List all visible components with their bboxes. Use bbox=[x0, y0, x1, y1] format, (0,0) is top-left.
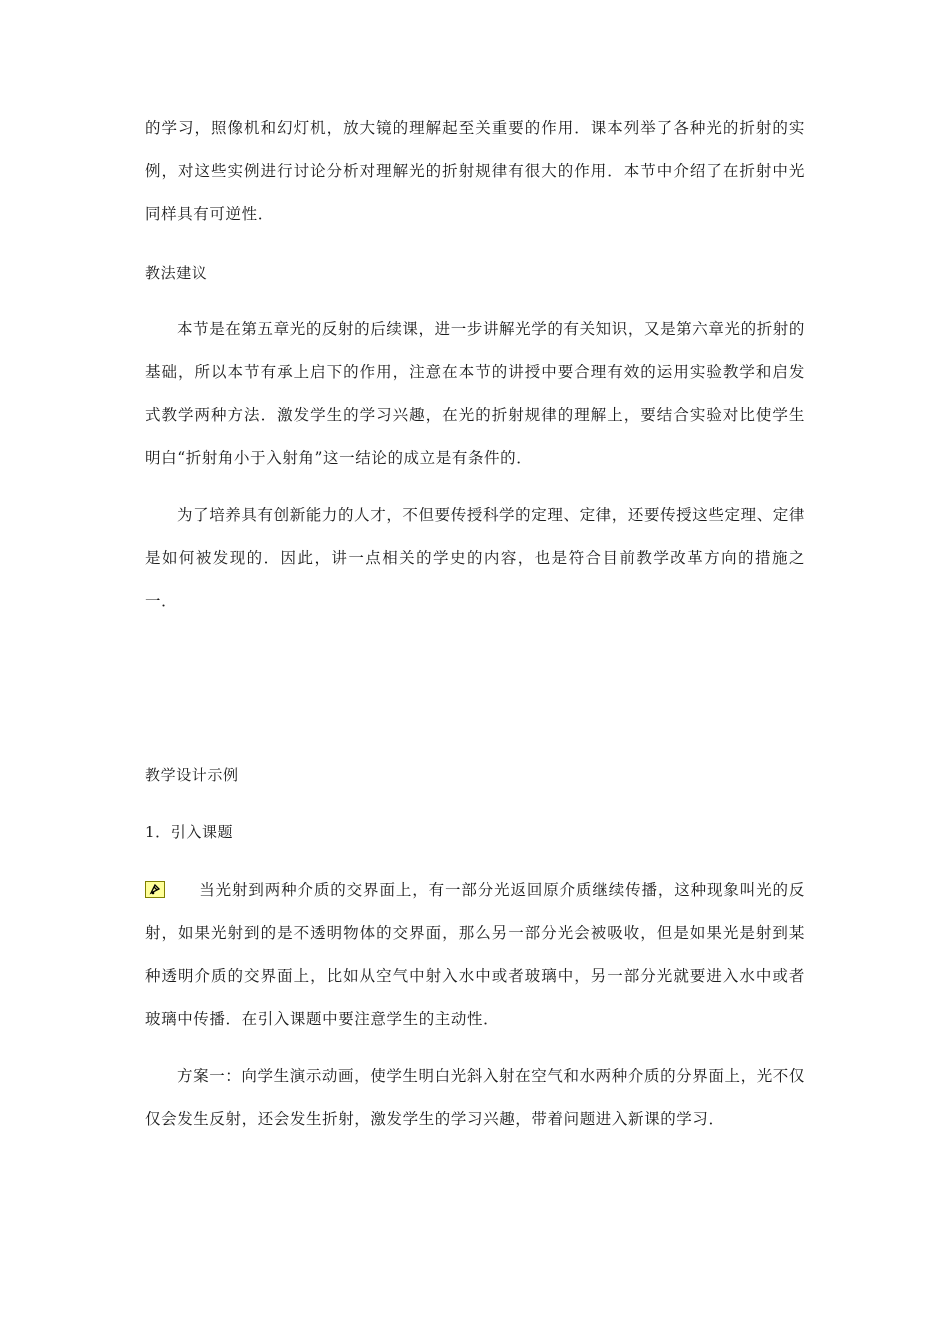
paragraph-method-2: 为了培养具有创新能力的人才，不但要传授科学的定理、定律，还要传授这些定理、定律是如何被发现的．因此，讲一点相关的学史的内容，也是符合目前教学改革方向的措施之一． bbox=[145, 506, 805, 610]
heading-introduce-topic: 1．引入课题 bbox=[145, 823, 234, 841]
paragraph-continuation: 的学习，照像机和幻灯机，放大镜的理解起至关重要的作用．课本列举了各种光的折射的实例，对这些实例进行讨论分析对理解光的折射规律有很大的作用．本节中介绍了在折射中光同样具有可逆性． bbox=[145, 119, 805, 223]
paragraph-introduce-topic bbox=[145, 869, 805, 1041]
paragraph-plan-one: 方案一：向学生演示动画，使学生明白光斜入射在空气和水两种介质的分界面上，光不仅仅会发生反射，还会发生折射，激发学生的学习兴趣，带着问题进入新课的学习． bbox=[145, 1067, 805, 1128]
paragraph-introduce-topic-text: 当光射到两种介质的交界面上，有一部分光返回原介质继续传播，这种现象叫光的反射，如果光射到的是不透明物体的交界面，那么另一部分光会被吸收，但是如果光是射到某种透明介质的交界面上，比如从空气中射入水中或者玻璃中，另一部分光就要进入水中或者玻璃中传播．在引入课题中要注意学生的主动性． bbox=[145, 881, 805, 1028]
heading-design-example: 教学设计示例 bbox=[145, 766, 239, 784]
media-link-icon[interactable] bbox=[145, 881, 165, 898]
paragraph-method-1: 本节是在第五章光的反射的后续课，进一步讲解光学的有关知识，又是第六章光的折射的基础，所以本节有承上启下的作用，注意在本节的讲授中要合理有效的运用实验教学和启发式教学两种方法．激发学生的学习兴趣，在光的折射规律的理解上，要结合实验对比使学生明白“折射角小于入射角”这一结论的成立是有条件的． bbox=[145, 320, 805, 467]
heading-teaching-method: 教法建议 bbox=[145, 264, 208, 282]
